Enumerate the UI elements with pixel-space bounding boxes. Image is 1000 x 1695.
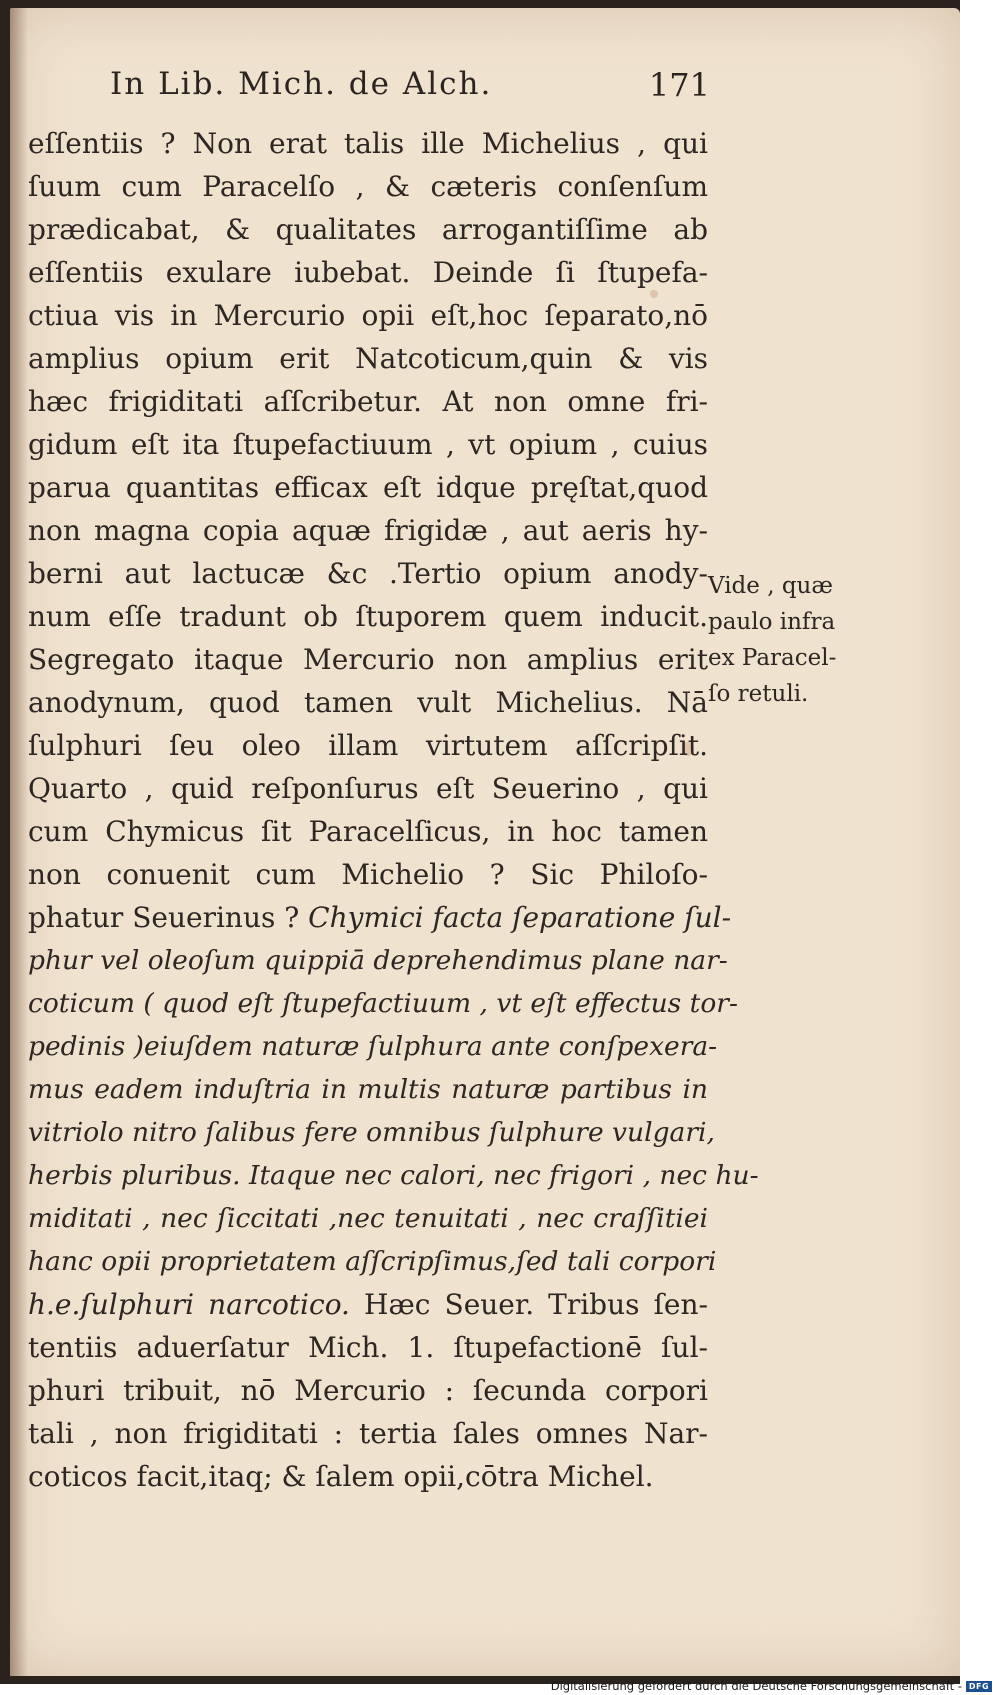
text-roman-segment: Hæc Seuer. Tribus ſen- bbox=[349, 1288, 708, 1321]
text-line: parua quantitas efficax eſt idque pręſtat,quod bbox=[28, 471, 708, 504]
digitization-credit bbox=[551, 1679, 992, 1693]
text-italic-segment: h.e.ſulphuri narcotico. bbox=[28, 1288, 350, 1321]
dfg-logo: DFG bbox=[966, 1681, 992, 1692]
text-line-italic: vitriolo nitro ſalibus fere omnibus ſulphure vulgari, bbox=[28, 1117, 715, 1148]
text-line-italic: hanc opii proprietatem aſſcripſimus,ſed tali corpori bbox=[28, 1246, 717, 1277]
text-line-italic: herbis pluribus. Itaque nec calori, nec frigori , nec hu- bbox=[28, 1160, 759, 1191]
text-line: cum Chymicus ſit Paracelſicus, in hoc tamen bbox=[28, 815, 708, 848]
text-line: anodynum, quod tamen vult Michelius. Nā bbox=[28, 686, 708, 719]
text-line: ctiua vis in Mercurio opii eſt,hoc ſeparato,nō bbox=[28, 299, 708, 332]
text-line: gidum eſt ita ſtupefactiuum , vt opium , cuius bbox=[28, 428, 708, 461]
text-line: ſuum cum Paracelſo , & cæteris conſenſum bbox=[28, 170, 708, 203]
marginal-note-line: paulo infra bbox=[708, 609, 836, 635]
text-line: eſſentiis ? Non erat talis ille Michelius , qui bbox=[28, 127, 708, 160]
text-line: non magna copia aquæ frigidæ , aut aeris hy- bbox=[28, 514, 708, 547]
marginal-note-line: ex Paracel- bbox=[708, 645, 837, 671]
text-line: Segregato itaque Mercurio non amplius erit bbox=[28, 643, 708, 676]
page-gutter-shadow bbox=[10, 8, 28, 1676]
marginal-note-line: ſo retuli. bbox=[708, 681, 809, 707]
marginal-note-line: Vide , quæ bbox=[708, 573, 833, 599]
running-title: In Lib. Mich. de Alch. bbox=[110, 66, 493, 102]
text-line-italic: miditati , nec ſiccitati ,nec tenuitati , nec craſſitiei bbox=[28, 1203, 708, 1234]
text-line: prædicabat, & qualitates arrogantiſſime ab bbox=[28, 213, 708, 246]
text-italic-segment: Chymici facta ſeparatione ſul- bbox=[308, 901, 732, 934]
text-line-italic: coticum ( quod eſt ſtupefactiuum , vt eſt effectus tor- bbox=[28, 988, 738, 1019]
text-line: tentiis aduerſatur Mich. 1. ſtupefactionē ſul- bbox=[28, 1331, 708, 1364]
text-line-mixed bbox=[28, 896, 732, 939]
text-line: phuri tribuit, nō Mercurio : ſecunda corpori bbox=[28, 1374, 708, 1407]
text-line: eſſentiis exulare iubebat. Deinde ſi ſtupefa- bbox=[28, 256, 708, 289]
text-line: num eſſe tradunt ob ſtuporem quem inducit. bbox=[28, 600, 708, 633]
text-roman-segment: phatur Seuerinus ? bbox=[28, 901, 309, 934]
text-line: tali , non frigiditati : tertia ſales omnes Nar- bbox=[28, 1417, 708, 1450]
page-number: 171 bbox=[648, 66, 710, 104]
text-line: Quarto , quid reſponſurus eſt Seuerino , qui bbox=[28, 772, 708, 805]
running-header bbox=[110, 66, 710, 102]
text-line: non conuenit cum Michelio ? Sic Philoſo- bbox=[28, 858, 708, 891]
text-line-italic: phur vel oleoſum quippiā deprehendimus plane nar- bbox=[28, 945, 728, 976]
marginal-note bbox=[708, 568, 868, 712]
text-line: amplius opium erit Natcoticum,quin & vis bbox=[28, 342, 708, 375]
text-line-mixed bbox=[28, 1283, 708, 1326]
text-line: coticos facit,itaq; & ſalem opii,cōtra Michel. bbox=[28, 1460, 654, 1493]
credit-text: Digitalisierung gefördert durch die Deutsche Forschungsgemeinschaft - bbox=[550, 1679, 962, 1693]
text-line: ſulphuri ſeu oleo illam virtutem aſſcripſit. bbox=[28, 729, 708, 762]
text-line: berni aut lactucæ &c .Tertio opium anody- bbox=[28, 557, 708, 590]
text-line-italic: pedinis )eiuſdem naturæ ſulphura ante conſpexera- bbox=[28, 1031, 718, 1062]
text-line-italic: mus eadem induſtria in multis naturæ partibus in bbox=[28, 1074, 708, 1105]
text-line: hæc frigiditati aſſcribetur. At non omne fri- bbox=[28, 385, 708, 418]
